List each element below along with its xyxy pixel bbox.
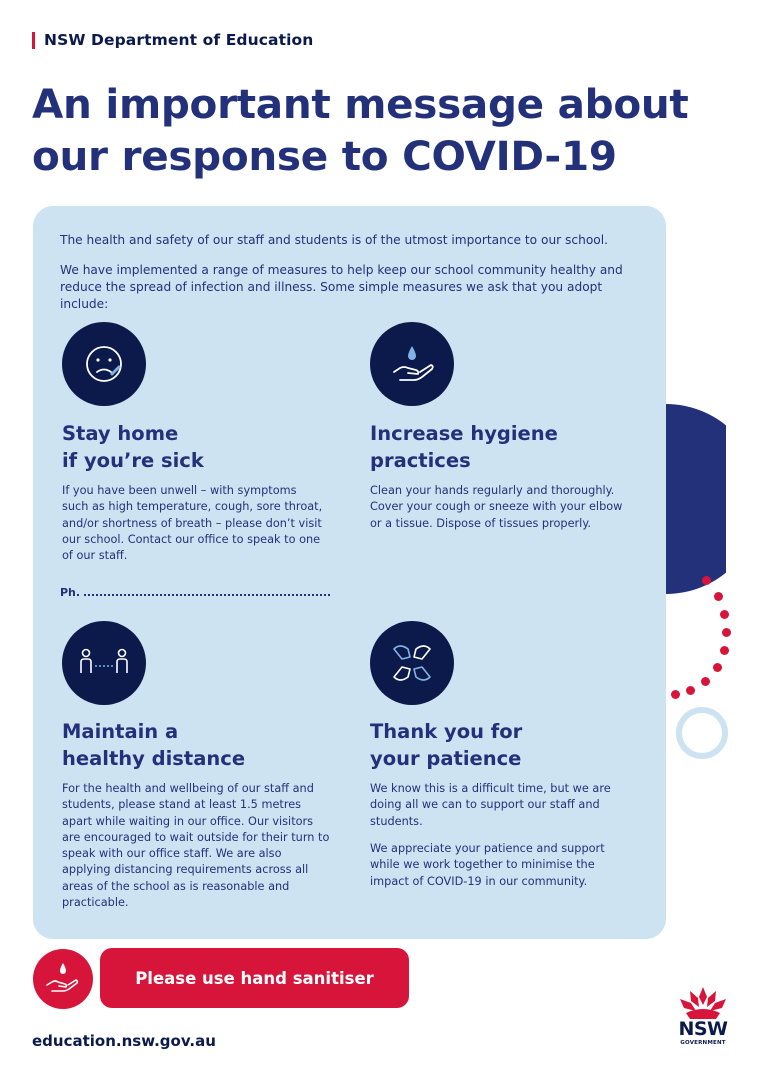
measure-title-thank-you: Thank you for your patience [370, 720, 523, 770]
decorative-dot [720, 610, 729, 619]
decorative-dot [713, 663, 722, 672]
measure-text-thank-you-2: We appreciate your patience and support while we work together to minimise the impact of COVID-19 in our community. [370, 842, 605, 888]
department-header [32, 31, 313, 49]
measure-text-hygiene: Clean your hands regularly and thoroughly. Cover your cough or sneeze with your elbow or a tissue. Dispose of tissues properly. [370, 484, 623, 530]
intro-paragraph-1: The health and safety of our staff and students is of the utmost importance to our school. [60, 233, 609, 247]
measure-title-stay-home: Stay home if you’re sick [62, 422, 204, 472]
decorative-dot [714, 592, 723, 601]
measure-title-distance: Maintain a healthy distance [62, 720, 246, 770]
waratah-icon [672, 983, 734, 1021]
accent-bar [32, 32, 35, 49]
measure-text-stay-home: If you have been unwell – with symptoms such as high temperature, cough, sore throat, and/or shortness of breath – please don’t visit our school. Contact our office to speak to one of our staff. [62, 484, 323, 563]
decorative-half-circle [666, 404, 726, 594]
decorative-dot [720, 646, 729, 655]
department-name: NSW Department of Education [44, 31, 314, 49]
hand-sanitiser-banner: Please use hand sanitiser [100, 948, 409, 1008]
measure-title-hygiene: Increase hygiene practices [370, 422, 558, 472]
decorative-dot [701, 677, 710, 686]
phone-label: Ph. [60, 586, 81, 599]
hands-icon [370, 621, 454, 705]
title-line-2: our response to COVID-19 [32, 132, 617, 180]
footer-url[interactable]: education.nsw.gov.au [32, 1032, 216, 1050]
page-title [32, 78, 732, 182]
decorative-dot [722, 628, 731, 637]
decorative-ring [676, 707, 728, 759]
intro-paragraph-2: We have implemented a range of measures to help keep our school community healthy and reduce the spread of infection and illness. Some simple measures we ask that you adopt include: [60, 263, 623, 311]
distance-people-icon [62, 621, 146, 705]
decorative-dot [671, 690, 680, 699]
decorative-dot [702, 576, 711, 585]
title-line-1: An important message about [32, 80, 689, 128]
measure-text-distance: For the health and wellbeing of our staff and students, please stand at least 1.5 metres apart while waiting in our office. Our visitors are encouraged to wait outside for their turn to speak with our office staff. We are also applying distancing requirements across all areas of the school as is reasonable and practicable. [62, 782, 330, 910]
hand-drop-icon [370, 322, 454, 406]
logo-nsw-text: NSW [678, 1018, 728, 1040]
logo-government-text: GOVERNMENT [680, 1040, 726, 1046]
decorative-dot [686, 686, 695, 695]
sick-face-icon [62, 322, 146, 406]
sanitiser-icon [33, 949, 93, 1009]
phone-fill-line [84, 594, 330, 596]
measure-text-thank-you: We know this is a difficult time, but we are doing all we can to support our staff and students. [370, 782, 611, 828]
nsw-government-logo [672, 983, 734, 1053]
